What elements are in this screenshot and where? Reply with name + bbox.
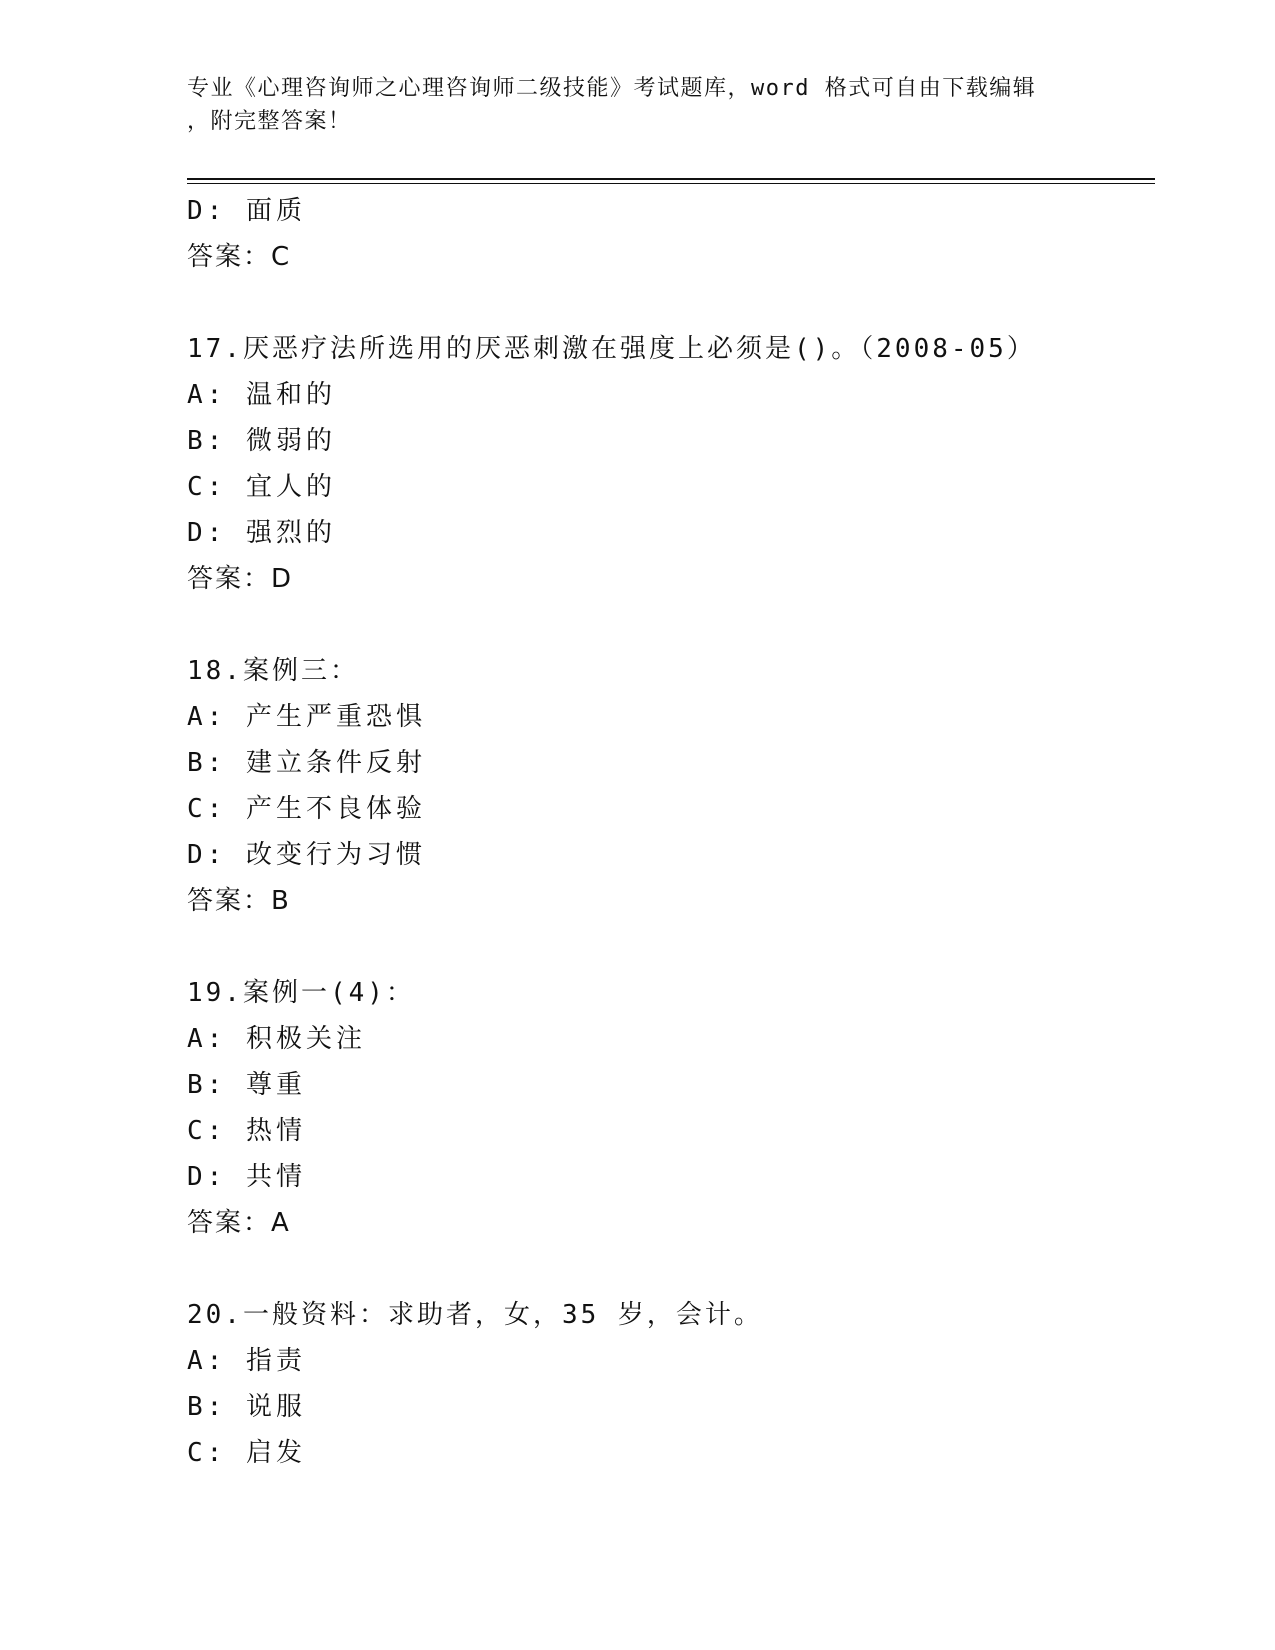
question-stem: 20.一般资料：求助者，女，35 岁，会计。 bbox=[187, 1300, 763, 1330]
answer-line: 答案：D bbox=[187, 564, 294, 594]
question-17 bbox=[187, 326, 1155, 602]
header-divider-thin bbox=[187, 183, 1155, 184]
option-a: A: 指责 bbox=[187, 1346, 306, 1376]
question-stem: 17.厌恶疗法所选用的厌恶刺激在强度上必须是()。（2008-05） bbox=[187, 334, 1036, 364]
option-b: B: 尊重 bbox=[187, 1070, 306, 1100]
header-line-1: 专业《心理咨询师之心理咨询师二级技能》考试题库，word 格式可自由下载编辑 bbox=[187, 76, 1037, 101]
option-d: D: 面质 bbox=[187, 196, 306, 226]
question-19 bbox=[187, 970, 1155, 1246]
option-a: A: 积极关注 bbox=[187, 1024, 366, 1054]
header-line-2: ，附完整答案！ bbox=[187, 109, 352, 134]
header-divider-thick bbox=[187, 178, 1155, 180]
option-b: B: 微弱的 bbox=[187, 426, 336, 456]
question-18 bbox=[187, 648, 1155, 924]
answer-line: 答案：B bbox=[187, 886, 291, 916]
option-d: D: 改变行为习惯 bbox=[187, 840, 426, 870]
spacer bbox=[187, 280, 1155, 326]
option-c: C: 产生不良体验 bbox=[187, 794, 426, 824]
question-stem: 18.案例三： bbox=[187, 656, 359, 686]
answer-line: 答案：A bbox=[187, 1208, 291, 1238]
option-a: A: 产生严重恐惧 bbox=[187, 702, 426, 732]
option-b: B: 建立条件反射 bbox=[187, 748, 426, 778]
option-a: A: 温和的 bbox=[187, 380, 336, 410]
spacer bbox=[187, 1246, 1155, 1292]
document-body bbox=[187, 188, 1155, 1476]
spacer bbox=[187, 602, 1155, 648]
option-c: C: 启发 bbox=[187, 1438, 306, 1468]
option-c: C: 热情 bbox=[187, 1116, 306, 1146]
option-d: D: 共情 bbox=[187, 1162, 306, 1192]
option-d: D: 强烈的 bbox=[187, 518, 336, 548]
answer-line: 答案：C bbox=[187, 242, 292, 272]
option-c: C: 宜人的 bbox=[187, 472, 336, 502]
spacer bbox=[187, 924, 1155, 970]
question-20 bbox=[187, 1292, 1155, 1476]
option-b: B: 说服 bbox=[187, 1392, 306, 1422]
question-stem: 19.案例一(4)： bbox=[187, 978, 415, 1008]
document-header bbox=[187, 72, 1067, 138]
